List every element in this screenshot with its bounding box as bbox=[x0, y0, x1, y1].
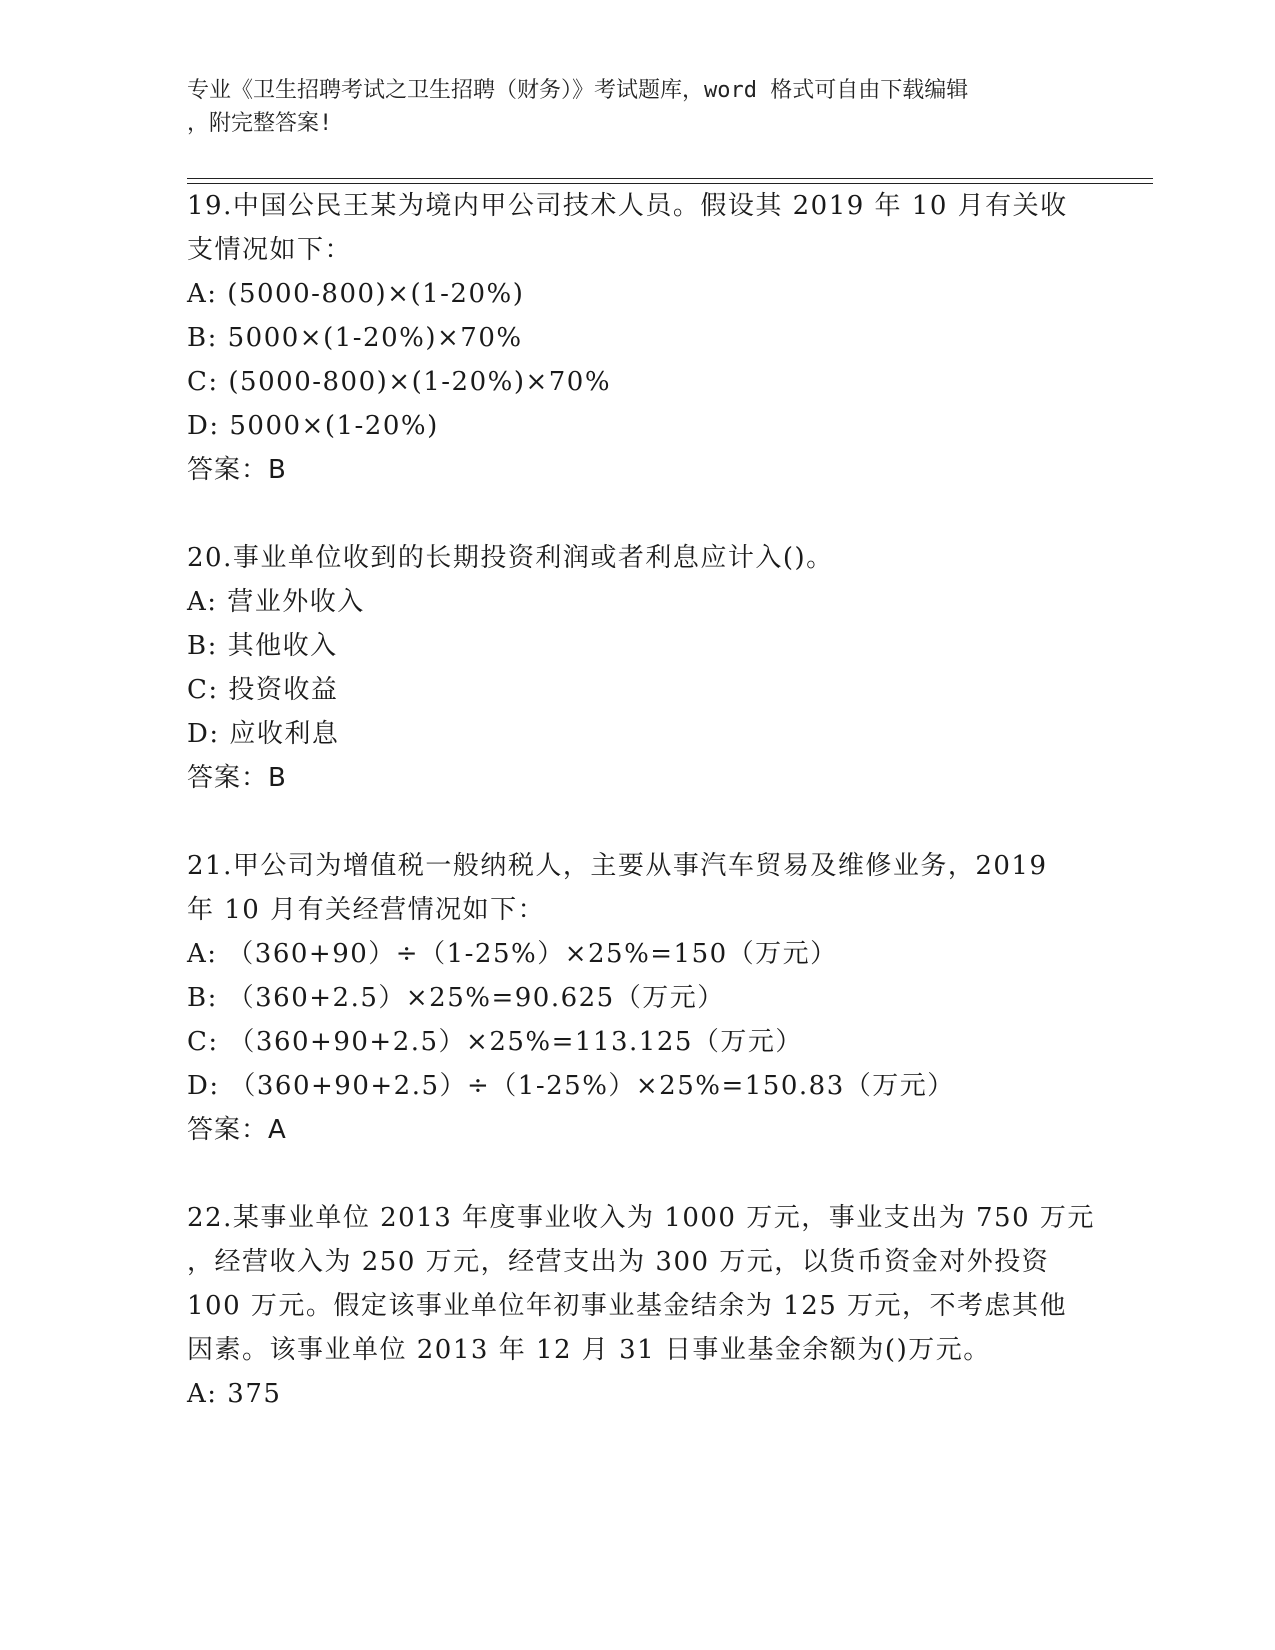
question-20-answer: 答案：B bbox=[187, 763, 287, 793]
question-22-stem-line-2: ，经营收入为 250 万元，经营支出为 300 万元，以货币资金对外投资 bbox=[187, 1247, 1050, 1277]
question-21-option-b: B: （360+2.5）×25%=90.625（万元） bbox=[187, 983, 725, 1013]
header-divider-top bbox=[187, 178, 1153, 179]
question-19-option-b: B: 5000×(1-20%)×70% bbox=[187, 323, 523, 353]
question-20-option-d: D: 应收利息 bbox=[187, 719, 340, 749]
question-19-option-c: C: (5000-800)×(1-20%)×70% bbox=[187, 367, 612, 397]
header-divider-bottom bbox=[187, 183, 1153, 184]
question-19-answer: 答案：B bbox=[187, 455, 287, 485]
question-21-option-d: D: （360+90+2.5）÷（1-25%）×25%=150.83（万元） bbox=[187, 1071, 955, 1101]
document-header bbox=[187, 74, 1067, 140]
question-22-option-a: A: 375 bbox=[187, 1379, 282, 1409]
question-20-option-a: A: 营业外收入 bbox=[187, 587, 365, 617]
question-22-stem-line-4: 因素。该事业单位 2013 年 12 月 31 日事业基金余额为()万元。 bbox=[187, 1335, 991, 1365]
question-21-answer: 答案：A bbox=[187, 1115, 287, 1145]
question-19-stem-line-1: 19.中国公民王某为境内甲公司技术人员。假设其 2019 年 10 月有关收 bbox=[187, 191, 1068, 221]
question-20-option-b: B: 其他收入 bbox=[187, 631, 338, 661]
question-19-option-a: A: (5000-800)×(1-20%) bbox=[187, 279, 525, 309]
header-line-2: ，附完整答案! bbox=[187, 111, 333, 136]
question-21-option-a: A: （360+90）÷（1-25%）×25%=150（万元） bbox=[187, 939, 838, 969]
question-20-option-c: C: 投资收益 bbox=[187, 675, 339, 705]
header-line-1: 专业《卫生招聘考试之卫生招聘（财务）》考试题库，word 格式可自由下载编辑 bbox=[187, 78, 969, 103]
question-21-stem-line-1: 21.甲公司为增值税一般纳税人，主要从事汽车贸易及维修业务，2019 bbox=[187, 851, 1048, 881]
question-22-stem-line-3: 100 万元。假定该事业单位年初事业基金结余为 125 万元，不考虑其他 bbox=[187, 1291, 1068, 1321]
question-19-stem-line-2: 支情况如下： bbox=[187, 235, 353, 265]
question-21-stem-line-2: 年 10 月有关经营情况如下： bbox=[187, 895, 546, 925]
question-22-stem-line-1: 22.某事业单位 2013 年度事业收入为 1000 万元，事业支出为 750 万元 bbox=[187, 1203, 1095, 1233]
question-19-option-d: D: 5000×(1-20%) bbox=[187, 411, 439, 441]
question-21-option-c: C: （360+90+2.5）×25%=113.125（万元） bbox=[187, 1027, 803, 1057]
question-20-stem-line-1: 20.事业单位收到的长期投资利润或者利息应计入()。 bbox=[187, 543, 834, 573]
